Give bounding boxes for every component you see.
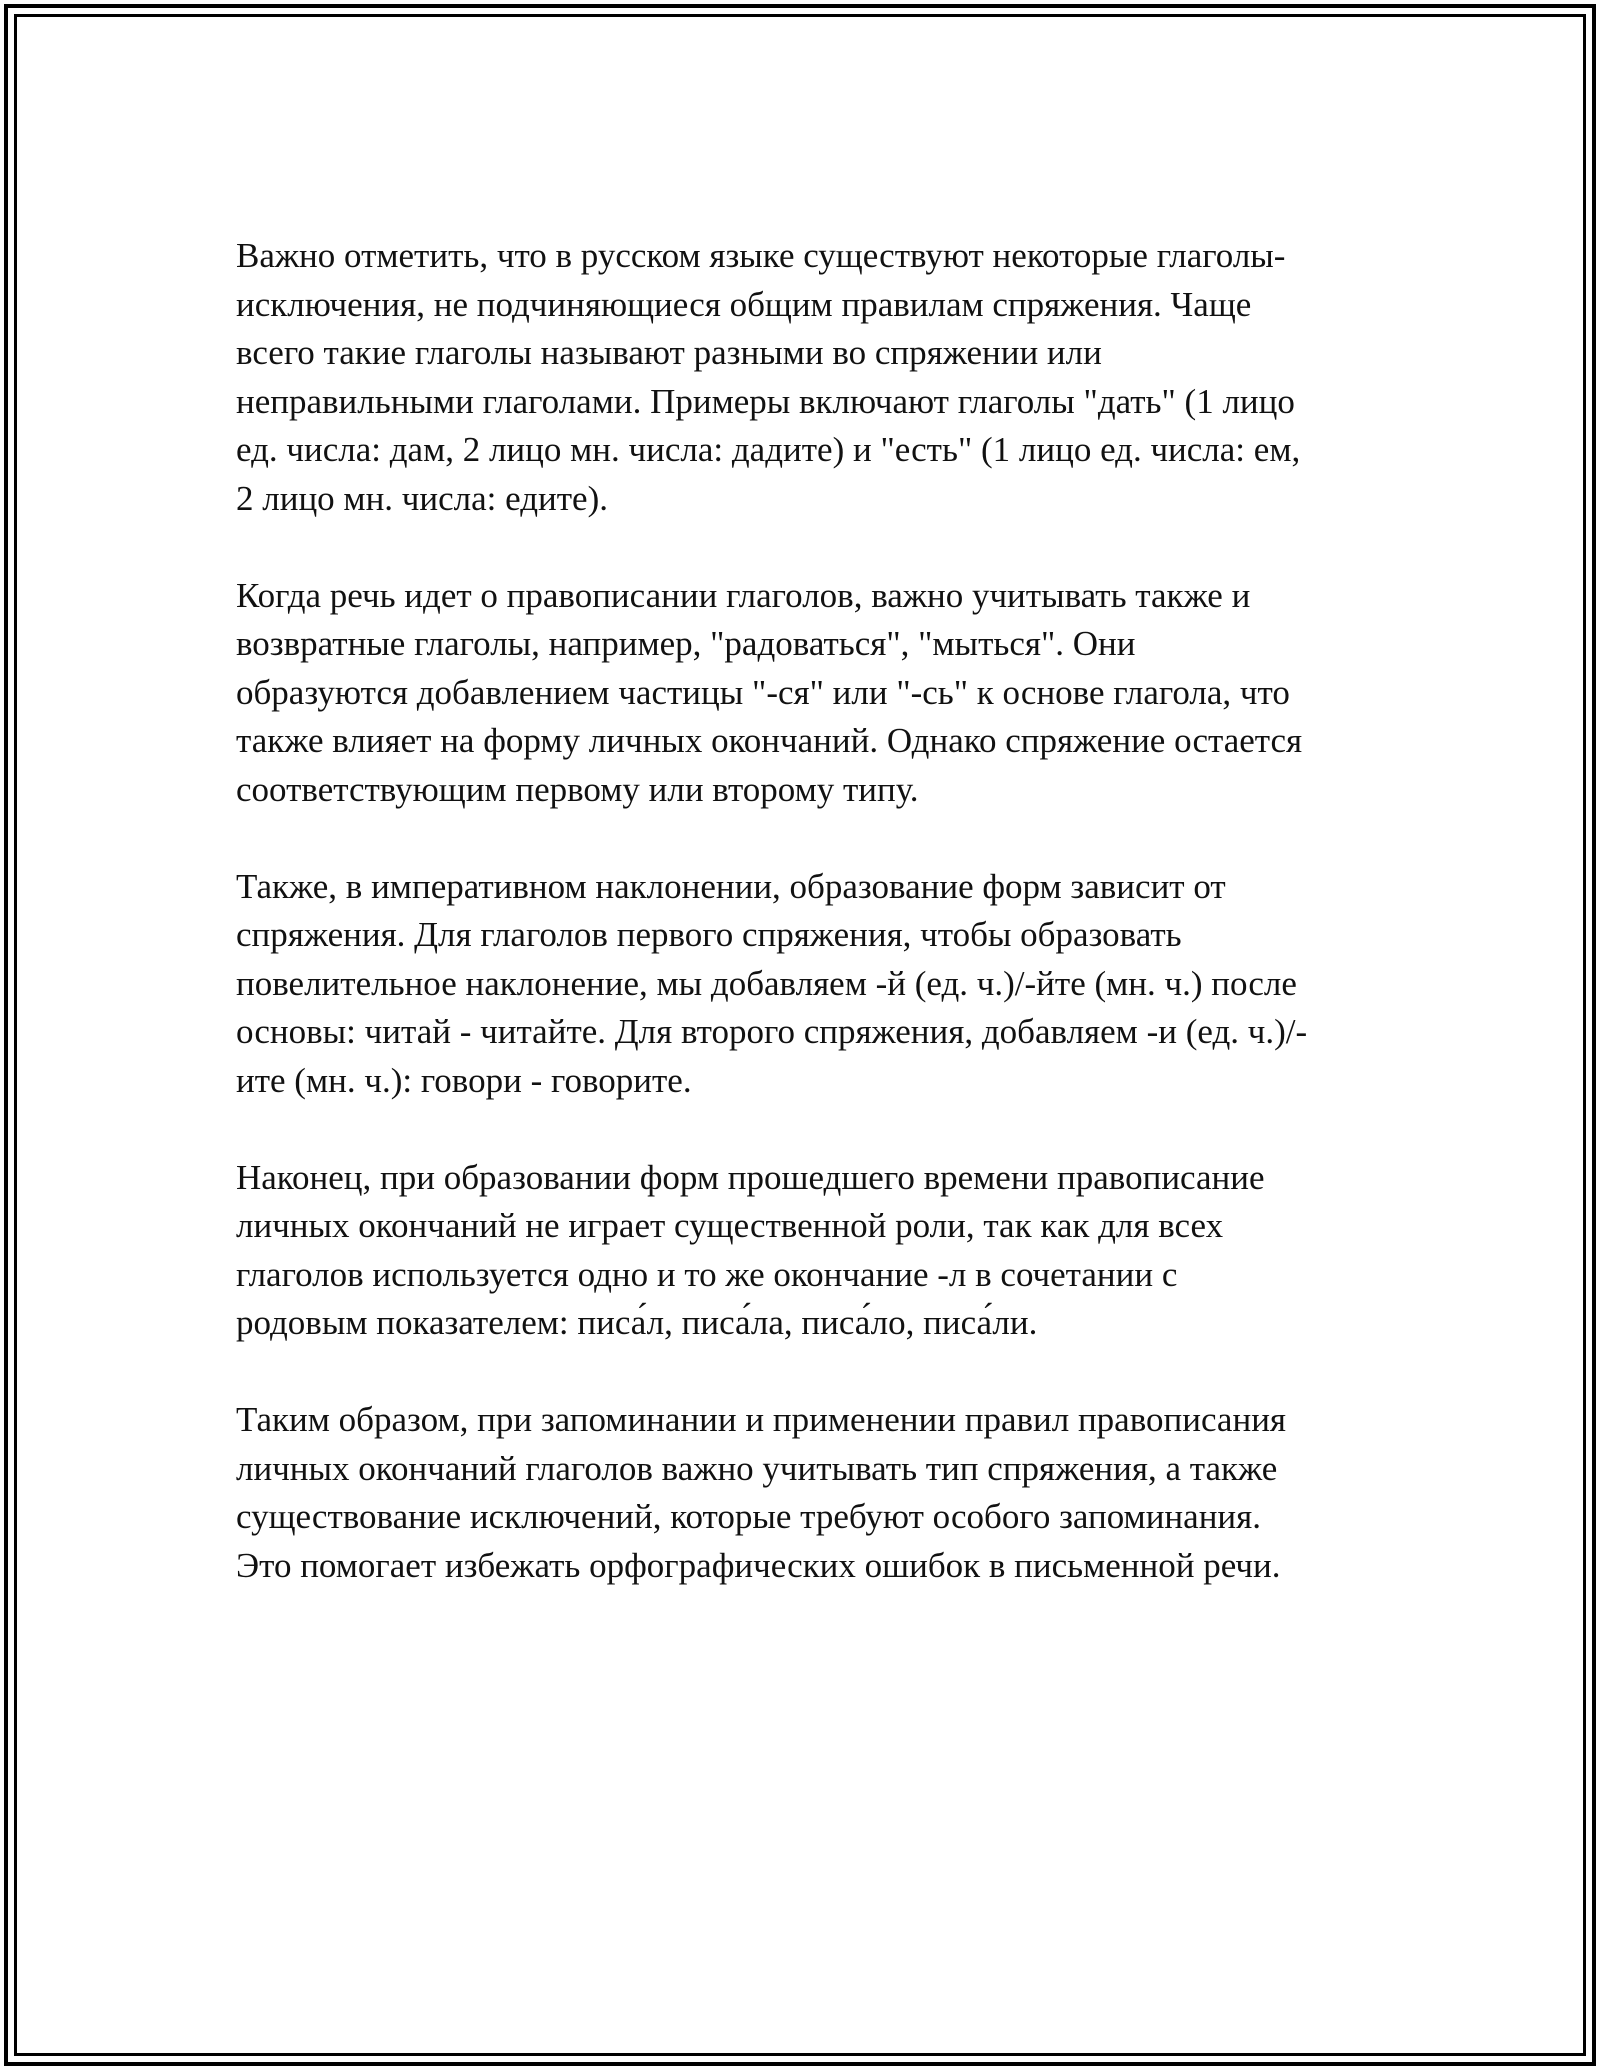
- paragraph-reflexive-verbs: Когда речь идет о правописании глаголов, важно учитывать также и возвратные глаголы, например, "радоваться", "мыться". Они образуются добавлением частицы "-ся" или "-сь" к основе глагола, что также влияет на форму личных окончаний. Однако спряжение остается соответствующим первому или второму типу.: [236, 575, 1303, 809]
- paragraph-conclusion: Таким образом, при запоминании и применении правил правописания личных окончаний глаголов важно учитывать тип спряжения, а также существование исключений, которые требуют особого запоминания. Это помогает избежать орфографических ошибок в письменной речи.: [236, 1400, 1287, 1585]
- paragraph-imperative: Также, в императивном наклонении, образование форм зависит от спряжения. Для глаголов первого спряжения, чтобы образовать повелительное наклонение, мы добавляем -й (ед. ч.)/-йте (мн. ч.) после основы: читай - читайте. Для второго спряжения, добавляем -и (ед. ч.)/- ите (мн. ч.): говори - говорите.: [236, 866, 1308, 1100]
- paragraph-exceptions: Важно отметить, что в русском языке существуют некоторые глаголы- исключения, не подчиняющиеся общим правилам спряжения. Чаще всего такие глаголы называют разными во спряжении или неправильными глаголами. Примеры включают глаголы "дать" (1 лицо ед. числа: дам, 2 лицо мн. числа: дадите) и "есть" (1 лицо ед. числа: ем, 2 лицо мн. числа: едите).: [236, 236, 1301, 518]
- document-body: [236, 232, 1376, 1639]
- paragraph-past-tense: Наконец, при образовании форм прошедшего времени правописание личных окончаний не играет существенной роли, так как для всех глаголов используется одно и то же окончание -л в сочетании с родовым показателем: писа́л, писа́ла, писа́ло, писа́ли.: [236, 1157, 1265, 1342]
